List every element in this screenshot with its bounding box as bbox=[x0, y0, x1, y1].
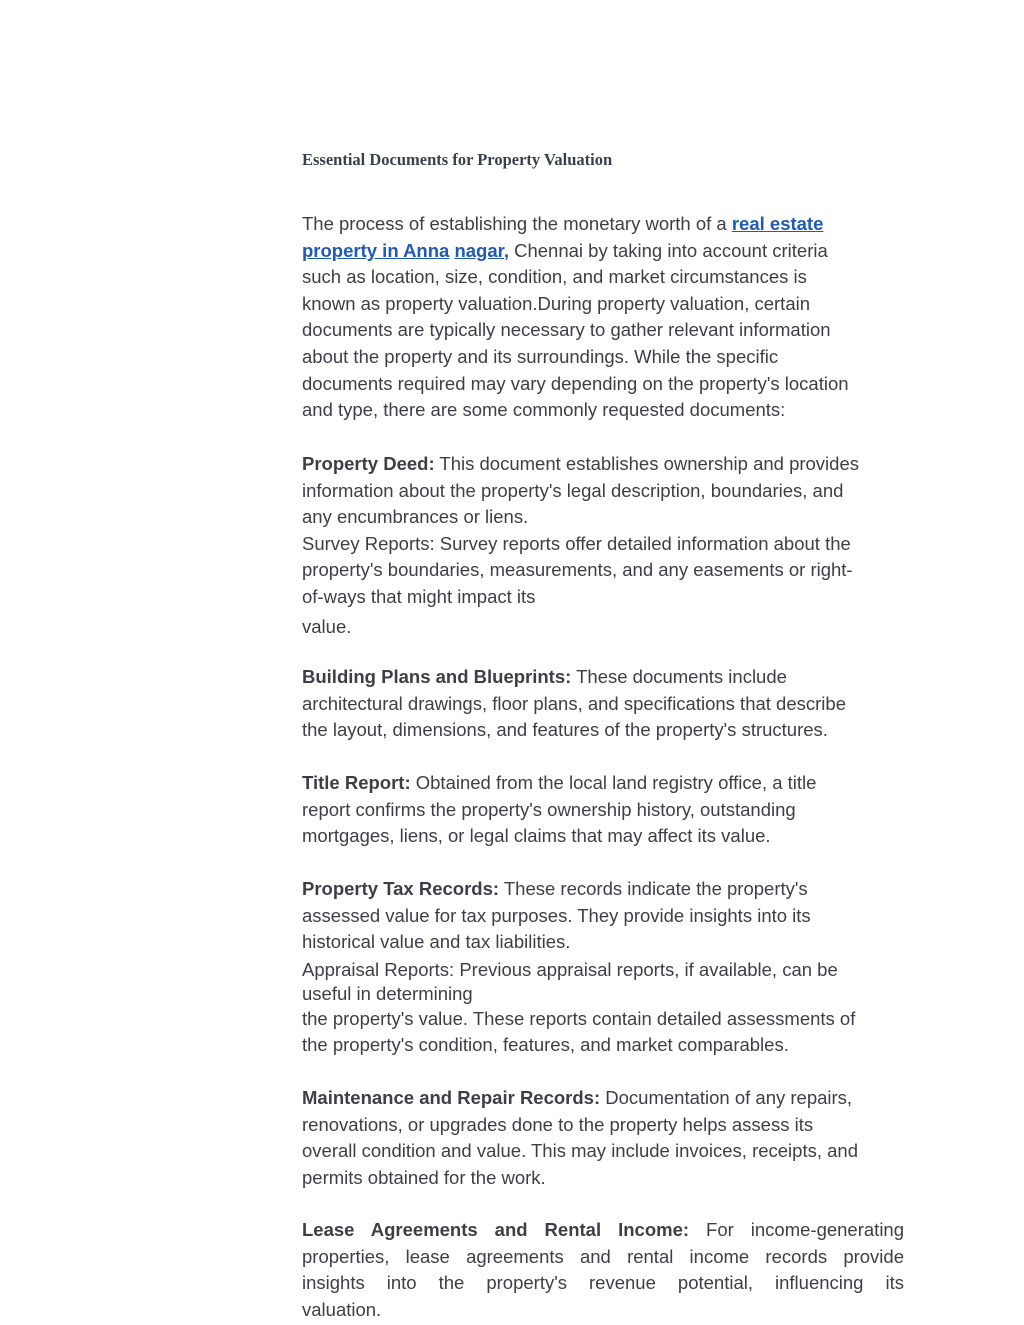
real-estate-link[interactable]: real estate bbox=[731, 213, 824, 234]
title-report-section bbox=[302, 770, 904, 850]
section-text: Documentation of any repairs, bbox=[600, 1087, 853, 1108]
maintenance-line-2: renovations, or upgrades done to the property helps assess its bbox=[302, 1113, 814, 1135]
building-plans-section bbox=[302, 664, 904, 744]
plans-line-2: architectural drawings, floor plans, and specifications that describe bbox=[302, 692, 846, 714]
property-deed-section bbox=[302, 451, 904, 640]
section-heading: Title Report: bbox=[302, 772, 411, 793]
survey-line-3: of-ways that might impact its bbox=[302, 585, 536, 607]
intro-line-6: about the property and its surroundings. While the specific bbox=[302, 345, 779, 367]
section-text: Obtained from the local land registry office, a title bbox=[410, 772, 817, 793]
tax-line-3: historical value and tax liabilities. bbox=[302, 931, 571, 953]
lease-line-2: properties, lease agreements and rental income records provide bbox=[302, 1245, 904, 1267]
appraisal-line-2: useful in determining bbox=[302, 982, 473, 1004]
appraisal-line-1: Appraisal Reports: Previous appraisal reports, if available, can be bbox=[302, 958, 838, 980]
intro-line-2 bbox=[302, 238, 904, 265]
plans-line-3: the layout, dimensions, and features of the property's structures. bbox=[302, 719, 828, 741]
intro-line-7: documents required may vary depending on the property's location bbox=[302, 372, 849, 394]
section-heading: Property Deed: bbox=[302, 453, 435, 474]
intro-paragraph bbox=[302, 211, 904, 424]
lease-line-1 bbox=[302, 1217, 904, 1244]
section-text: These records indicate the property's bbox=[499, 878, 808, 899]
appraisal-line-3: the property's value. These reports contain detailed assessments of bbox=[302, 1007, 856, 1029]
maintenance-section bbox=[302, 1085, 904, 1191]
section-heading: Lease Agreements and Rental Income: bbox=[302, 1219, 690, 1240]
title-report-line-1 bbox=[302, 770, 904, 797]
deed-line-1 bbox=[302, 451, 904, 478]
section-heading: Building Plans and Blueprints: bbox=[302, 666, 572, 687]
lease-line-4: valuation. bbox=[302, 1298, 382, 1320]
nagar-link[interactable]: nagar, bbox=[454, 239, 509, 261]
intro-text: Chennai by taking into account criteria bbox=[508, 239, 828, 261]
intro-text: The process of establishing the monetary worth of a bbox=[302, 213, 732, 234]
intro-line-4: known as property valuation.During property valuation, certain bbox=[302, 292, 811, 314]
intro-line-8: and type, there are some commonly requested documents: bbox=[302, 399, 786, 421]
survey-line-4: value. bbox=[302, 615, 352, 637]
survey-line-1: Survey Reports: Survey reports offer detailed information about the bbox=[302, 532, 851, 554]
appraisal-line-4: the property's condition, features, and market comparables. bbox=[302, 1034, 789, 1056]
tax-line-1 bbox=[302, 876, 904, 903]
intro-line-3: such as location, size, condition, and market circumstances is bbox=[302, 266, 807, 288]
lease-line-3: insights into the property's revenue potential, influencing its bbox=[302, 1272, 904, 1294]
property-tax-section bbox=[302, 876, 904, 1059]
deed-line-3: any encumbrances or liens. bbox=[302, 506, 529, 528]
title-report-line-3: mortgages, liens, or legal claims that may affect its value. bbox=[302, 825, 771, 847]
intro-line-1 bbox=[302, 211, 904, 238]
section-text: These documents include bbox=[571, 666, 787, 687]
deed-line-2: information about the property's legal description, boundaries, and bbox=[302, 479, 844, 501]
maintenance-line-1 bbox=[302, 1085, 904, 1112]
maintenance-line-4: permits obtained for the work. bbox=[302, 1166, 546, 1188]
section-heading: Property Tax Records: bbox=[302, 878, 500, 899]
section-text: For income-generating bbox=[706, 1219, 905, 1240]
property-in-anna-link[interactable]: property in Anna bbox=[302, 239, 450, 261]
lease-section bbox=[302, 1217, 904, 1323]
title-report-line-2: report confirms the property's ownership history, outstanding bbox=[302, 798, 796, 820]
page-title: Essential Documents for Property Valuation bbox=[302, 150, 613, 169]
tax-line-2: assessed value for tax purposes. They provide insights into its bbox=[302, 904, 811, 926]
intro-line-5: documents are typically necessary to gather relevant information bbox=[302, 319, 831, 341]
section-text: This document establishes ownership and provides bbox=[434, 453, 859, 474]
plans-line-1 bbox=[302, 664, 904, 691]
survey-line-2: property's boundaries, measurements, and any easements or right- bbox=[302, 559, 853, 581]
section-heading: Maintenance and Repair Records: bbox=[302, 1087, 601, 1108]
maintenance-line-3: overall condition and value. This may include invoices, receipts, and bbox=[302, 1140, 858, 1162]
